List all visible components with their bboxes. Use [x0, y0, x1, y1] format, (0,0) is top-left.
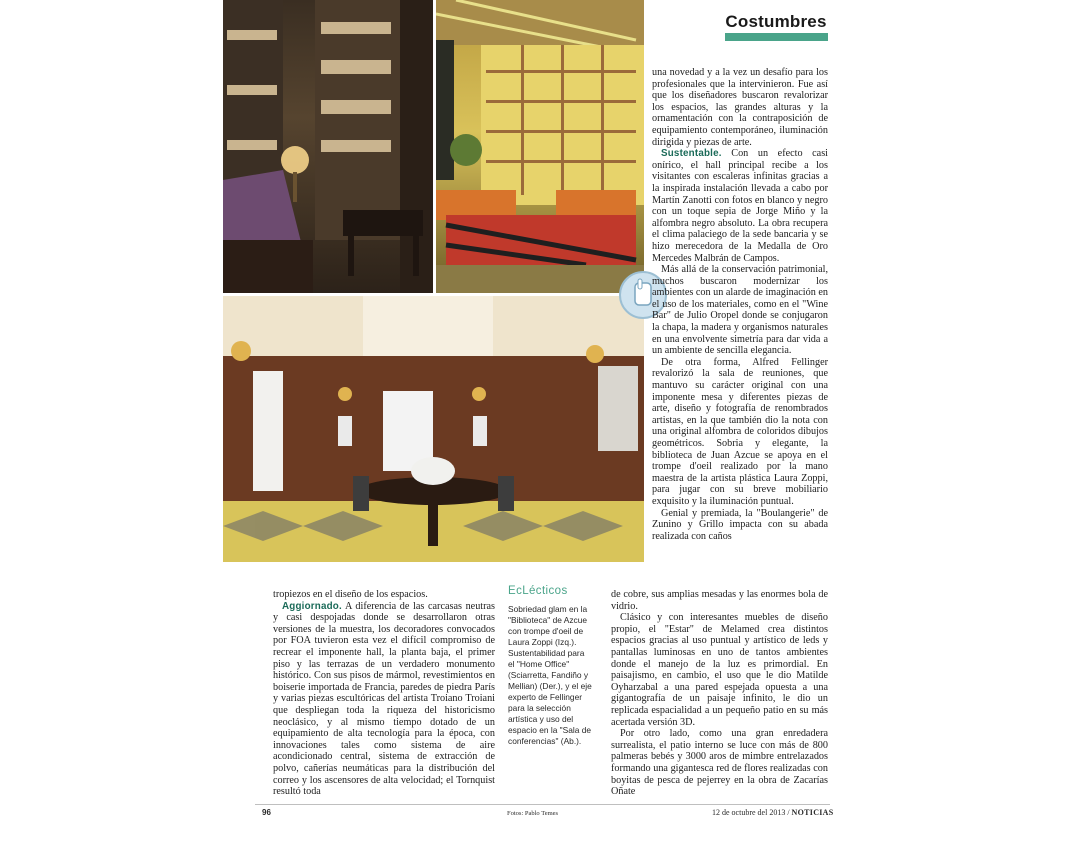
lead-in: Sustentable.	[661, 148, 722, 160]
wine-bar-photo	[436, 0, 644, 293]
paragraph-text: A diferencia de las carcasas neutras y casi despojadas donde se desarrollaron otras versiones de la muestra, los decoradores convocados por FOA tuvieron esta vez el difícil compromiso de recrear el imponente hall, la planta baja, el primer piso y las terrazas de un verdadero monumento histórico. Con sus pisos de mármol, revestimientos en boiserie importada de Francia, paredes de piedra París y varias piezas escultóricas del artista Troiano Troiani que despliegan toda la riqueza del historicismo neoclásico, y al mismo tiempo dotado de un equipamiento de alta tecnología para la época, con innovaciones tales como sistema de aire acondicionado central, sistema de extracción de polvo, cañerías neumáticas para la distribución del correo y los ascensores de alta velocidad; el Tornquist resultó toda	[273, 600, 495, 798]
section-accent-bar	[725, 33, 828, 41]
lead-in: Aggiornado.	[282, 600, 342, 612]
photo-credit: Fotos: Pablo Temes	[507, 810, 559, 817]
article-column-right	[652, 67, 828, 572]
library-photo	[223, 0, 433, 293]
article-column-bottom-right	[611, 589, 828, 803]
paragraph	[273, 601, 495, 798]
paragraph: tropiezos en el diseño de los espacios.	[273, 589, 428, 600]
footer-divider	[255, 804, 830, 805]
page-number: 96	[262, 808, 271, 817]
meeting-room-photo	[223, 296, 644, 562]
meeting-room-illustration	[223, 296, 644, 562]
paragraph: Más allá de la conservación patrimonial, muchos buscaron modernizar los ambientes con un alarde de imaginación en el uso de los materiales, como en el "Wine Bar" de Julio Oropel donde se conjugaron la chapa, la madera y organismos naturales en una envolvente simetría para dar vida a un ambiente de sencilla elegancia.	[652, 264, 828, 357]
paragraph: Por otro lado, como una gran enredadera surrealista, el patio interno se luce con más de 800 palmeras bebés y 3000 aros de mimbre entrelazados formando una gigantesca red de flores realizadas con boyitas de pesca de pejerrey en la obra de Zacarías Oñate	[611, 728, 828, 798]
magazine-brand: NOTICIAS	[791, 808, 834, 817]
issue-date	[712, 808, 834, 817]
paragraph	[652, 148, 828, 264]
date-text: 12 de octubre del 2013 /	[712, 808, 792, 817]
caption-text: Sobriedad glam en la "Biblioteca" de Azcue con trompe d'oeil de Laura Zoppi (Izq.). Sustentabilidad para el "Home Office" (Sciarretta, Fandiño y Mellian) (Der.), y el eje experto de Fellinger para la selección artística y uso del espacio en la "Sala de conferencias" (Ab.).	[508, 604, 592, 746]
section-title: Costumbres	[725, 12, 827, 31]
paragraph: Genial y premiada, la "Boulangerie" de Zunino y Grillo impacta con su abada realizada con caños	[652, 507, 828, 542]
caption-title: EcLécticos	[508, 585, 568, 597]
paragraph: De otra forma, Alfred Fellinger revalorizó la sala de reuniones, que mantuvo su carácter original con una imponente mesa y diferentes piezas de arte, diseño y fotografía de renombrados artistas, en la que también dio la nota con una original alfombra de coloridos dibujos geométricos. Sobria y elegante, la biblioteca de Juan Azcue se apoya en el trompe d'oeil realizado por la mano maestra de la artista plástica Laura Zoppi, para jugar con su breve mobiliario exquisito y la iluminación puntual.	[652, 356, 828, 507]
wine-bar-illustration	[436, 0, 644, 293]
article-column-left	[273, 589, 495, 803]
library-illustration	[223, 0, 433, 293]
paragraph: de cobre, sus amplias mesadas y las enormes bola de vidrio.	[611, 589, 828, 612]
paragraph-text: Con un efecto casi onírico, el hall principal recibe a los visitantes con escaleras infinitas gracias a la inspirada instalación llevada a cabo por Martín Zanotti con fotos en blanco y negro con un toque sepia de Jorge Miño y la alfombra negro absoluto. La obra recupera el clima palaciego de la sede bancaria y se hizo merecedora de la Medalla de Oro Mercedes Malbrán de Campos.	[652, 148, 828, 264]
paragraph: una novedad y a la vez un desafío para los profesionales que la intervinieron. Fue así que los diseñadores buscaron revalorizar los espacios, las grandes alturas y la ornamentación con la contraposición de equipamiento contemporáneo, iluminación dirigida y piezas de arte.	[652, 67, 828, 148]
paragraph: Clásico y con interesantes muebles de diseño propio, el "Estar" de Melamed crea distintos espacios gracias al uso puntual y artístico de leds y pantallas luminosas en uno de tantos ambientes donde el manejo de la luz es primordial. En paisajismo, en cambio, el uso que le dio Matilde Oyharzabal a una pared espejada opuesta a una gigantografía de un paisaje infinito, le dio un replicada espacialidad a un pequeño patio en su más acertada versión 3D.	[611, 612, 828, 728]
photo-caption	[508, 585, 593, 800]
